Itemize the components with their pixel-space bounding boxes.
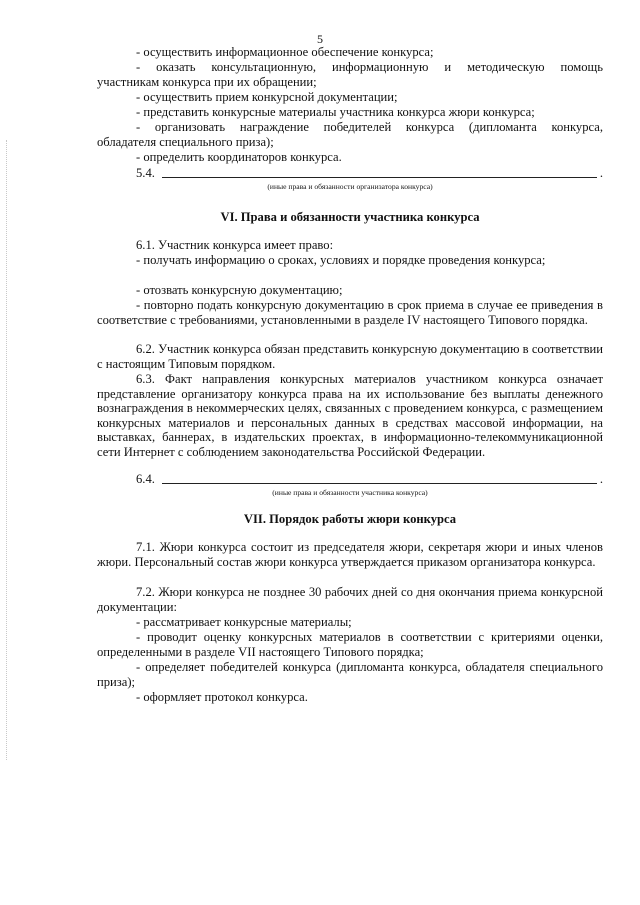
s6-1-intro: 6.1. Участник конкурса имеет право: xyxy=(136,238,334,252)
section-6-heading: VI. Права и обязанности участника конкурса xyxy=(220,210,480,224)
s5-4-caption: (иные права и обязанности организатора конкурса) xyxy=(267,182,433,191)
s7-1-paragraph: 7.1. Жюри конкурса состоит из председателя жюри, секретаря жюри и иных членов жюри. Персональный состав жюри конкурса утверждается приказом организатора конкурса. xyxy=(97,540,603,569)
s5-4-dot: . xyxy=(599,166,603,180)
s6-3-paragraph: 6.3. Факт направления конкурсных материалов участником конкурса означает представление организатору конкурса права на их использование без выплаты денежного вознаграждения в некоммерческих целях, связанных с проведением конкурса, с размещением конкурсных материалов и персональных данных в средствах массовой информации, на выставках, баннерах, в издательских проектах, в информационно-телекоммуникационной сети Интернет с соблюдением законодательства Российской Федерации. xyxy=(97,372,603,459)
s7-2-intro: 7.2. Жюри конкурса не позднее 30 рабочих дней со дня окончания приема конкурсной документации: xyxy=(97,585,603,614)
s5-line: - организовать награждение победителей конкурса (дипломанта конкурса, xyxy=(136,120,603,134)
s5-4-fill-line xyxy=(136,166,603,181)
s6-4-number: 6.4. xyxy=(136,472,155,486)
s6-1-item-c: - повторно подать конкурсную документацию в срок приема в случае ее приведения в соответствие с требованиями, установленными в разделе IV настоящего Типового порядка. xyxy=(97,298,603,327)
blank-line xyxy=(162,177,597,178)
s5-line: - осуществить информационное обеспечение конкурса; xyxy=(136,45,434,59)
section-7-heading: VII. Порядок работы жюри конкурса xyxy=(243,512,457,526)
s5-line: - оказать консультационную, информационную и методическую помощь xyxy=(136,60,603,74)
s7-2-item-d: - оформляет протокол конкурса. xyxy=(136,690,308,704)
s5-line: - представить конкурсные материалы участника конкурса жюри конкурса; xyxy=(136,105,535,119)
s6-1-item-b: - отозвать конкурсную документацию; xyxy=(136,283,343,297)
s7-2-item-b: - проводит оценку конкурсных материалов в соответствии с критериями оценки, определенными в разделе VII настоящего Типового порядка; xyxy=(97,630,603,659)
s5-line: - определить координаторов конкурса. xyxy=(136,150,342,164)
page-number: 5 xyxy=(317,32,323,46)
s6-4-caption: (иные права и обязанности участника конкурса) xyxy=(272,488,428,497)
s7-2-item-a: - рассматривает конкурсные материалы; xyxy=(136,615,352,629)
s5-line: - осуществить прием конкурсной документации; xyxy=(136,90,398,104)
s5-line: участникам конкурса при их обращении; xyxy=(97,75,317,89)
scan-edge xyxy=(6,140,8,760)
s6-2-paragraph: 6.2. Участник конкурса обязан представить конкурсную документацию в соответствии с настоящим Типовым порядком. xyxy=(97,342,603,371)
s5-4-number: 5.4. xyxy=(136,166,155,180)
s5-line: обладателя специального приза); xyxy=(97,135,274,149)
s6-1-item-a: - получать информацию о сроках, условиях и порядке проведения конкурса; xyxy=(136,253,546,267)
blank-line xyxy=(162,483,597,484)
s6-4-dot: . xyxy=(599,472,603,486)
s7-2-item-c: - определяет победителей конкурса (дипломанта конкурса, обладателя специального приза); xyxy=(97,660,603,689)
s6-4-fill-line xyxy=(136,472,603,487)
